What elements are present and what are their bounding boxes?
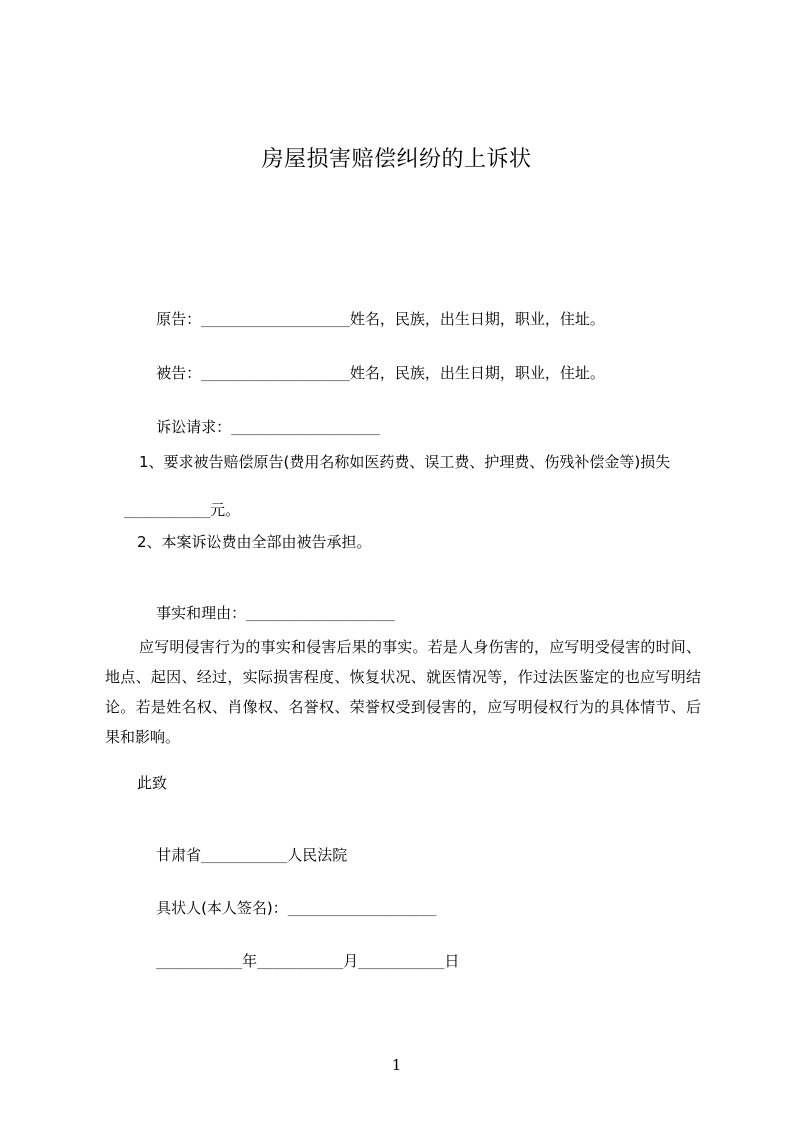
court-line [137,826,347,883]
date-line [137,932,459,989]
defendant-label: 被告： [156,364,202,382]
date-month-blank: ___________ [257,955,344,970]
claims-blank: ___________________ [231,421,380,436]
court-blank: ___________ [201,849,288,864]
claim-1-suffix: 元。 [210,501,241,519]
date-year-blank: ___________ [156,955,243,970]
facts-label: 事实和理由： [156,604,247,622]
claim-1-line-2 [105,481,240,538]
date-day-label: 日 [444,952,460,970]
claim-1-amount-blank: ___________ [124,504,211,519]
defendant-hint: 姓名，民族，出生日期，职业，住址。 [349,364,605,382]
claims-label: 诉讼请求： [156,418,232,436]
defendant-line [137,344,605,401]
claim-2-line: 2、本案诉讼费由全部由被告承担。 [137,533,372,551]
court-prefix: 甘肃省 [156,846,202,864]
signature-label: 具状人(本人签名)： [156,899,288,917]
facts-paragraph: 应写明侵害行为的事实和侵害后果的事实。若是人身伤害的，应写明受侵害的时间、地点、起因、经过，实际损害程度、恢复状况、就医情况等，作过法医鉴定的也应写明结论。若是姓名权、肖像权、名誉权、荣誉权受到侵害的，应写明侵权行为的具体情节、后果和影响。 [105,638,701,746]
plaintiff-blank: ___________________ [201,313,350,328]
salutation: 此致 [137,774,168,792]
claims-line [137,398,380,455]
plaintiff-hint: 姓名，民族，出生日期，职业，住址。 [349,310,605,328]
document-title: 房屋损害赔偿纠纷的上诉状 [261,147,532,172]
date-month-label: 月 [343,952,359,970]
defendant-blank: ___________________ [201,367,350,382]
date-year-label: 年 [242,952,258,970]
plaintiff-label: 原告： [156,310,202,328]
claim-1-line-1: 1、要求被告赔偿原告(费用名称如医药费、误工费、护理费、伤残补偿金等)损失 [139,453,671,471]
signature-blank: ___________________ [287,902,437,917]
page-number: 1 [391,1056,402,1074]
facts-blank: ___________________ [246,607,395,622]
signature-line [137,879,437,936]
date-day-blank: ___________ [358,955,445,970]
court-suffix: 人民法院 [287,846,348,864]
plaintiff-line [137,290,605,347]
